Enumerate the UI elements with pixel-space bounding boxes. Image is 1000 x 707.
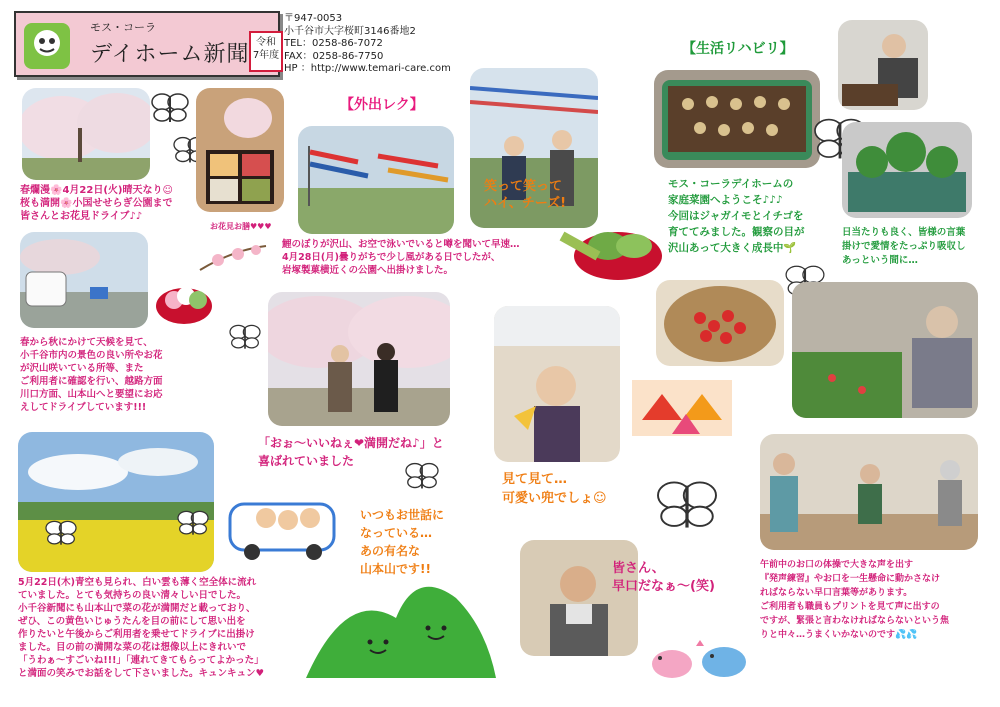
- koinobori-photo: [298, 126, 454, 234]
- tel: TEL：0258-86-7072: [284, 38, 383, 49]
- sakura-branch-icon: [198, 240, 268, 284]
- yamamoto-text: いつもお世話に なっている… あの有名な 山本山です!!: [360, 508, 445, 576]
- page-title: デイホーム新聞: [90, 42, 250, 67]
- origami-kabuto-icon: [632, 380, 732, 440]
- van-passengers-icon: [226, 494, 338, 568]
- strawberry-picking-photo: [792, 282, 978, 418]
- potato-planter-photo: [654, 70, 820, 168]
- mankai-photo: [268, 292, 450, 426]
- butterfly-icon: [150, 90, 190, 130]
- cherry-blossom-photo: [22, 88, 150, 180]
- exercise-photo: [760, 434, 978, 550]
- nanohana-text: 5月22日(木)青空も見られ、白い雲も薄く空全体に流れ ていました。とても気持ちの良い清々しい日でした。 小千谷新聞にも山本山で菜の花が満開だと載っており、 ぜひ、この黄色いじゅうたんを目の前にして思い出を 作りたいと午後からご利用者を乗せてドライブに出掛け ました。目の前の満開な菜の花は想像以上にきれいで 「うわぁ～すごいね!!!」「連れてきてもらってよかった」 と満面の笑みでお話をして下さいました。キュンキュン♥: [18, 577, 265, 679]
- mountain-icon: [306, 578, 496, 686]
- laugh-bubble: 笑って笑って ハイ、チーズ!: [484, 179, 567, 211]
- butterfly-icon: [654, 476, 720, 538]
- planting-photo: [838, 20, 928, 110]
- masthead: [14, 11, 280, 77]
- hayaguchi-text: 皆さん、 早口だなぁ～(笑): [612, 561, 715, 594]
- strawberry-basket-photo: [656, 280, 784, 366]
- logo-icon: [24, 23, 70, 69]
- rehab-heading: 【生活リハビリ】: [682, 41, 794, 57]
- sakura-text: 春爛漫🌸4月22日(火)晴天なり☺ 桜も満開🌸小国せせらぎ公園まで 皆さんとお花見ドライブ♪♪: [20, 185, 173, 222]
- garden-text: モス・コーラデイホームの 家庭菜園へようこそ♪♪♪ 今回はジャガイモとイチゴを 育ててみました。観察の目が 沢山あって大きく成長中🌱: [668, 178, 805, 254]
- brand-name: モス・コーラ: [90, 21, 156, 34]
- postal: 〒947-0053: [284, 13, 343, 24]
- bento-photo: [196, 88, 284, 212]
- era-line1: 令和: [256, 37, 276, 48]
- kabuto-text: 見て見て… 可愛い兜でしょ☺: [502, 472, 607, 506]
- car-drive-photo: [20, 232, 148, 328]
- kabuto-photo: [494, 306, 620, 462]
- butterfly-icon: [404, 460, 440, 496]
- koinobori-text: 鯉のぼりが沢山、お空で泳いでいると噂を聞いて早速… 4月28日(月)曇りがちで少し風がある日でしたが、 岩塚製菓横近くの公園へ出掛けました。: [282, 239, 520, 276]
- fax: FAX：0258-86-7750: [284, 50, 384, 62]
- era-line2: 7年度: [252, 50, 280, 61]
- hayaguchi-photo: [520, 540, 638, 656]
- drive-text: 春から秋にかけて天候を見て、 小千谷市内の景色の良い所やお花 が沢山咲いている所等、また ご利用者に確認を行い、越路方面 川口方面、山本山へと要望にお応 えしてドライブしています!!!: [20, 337, 163, 413]
- butterfly-icon: [44, 518, 78, 552]
- mankai-text: 「おぉ～いいねぇ❤満開だね♪」と 喜ばれていました: [258, 436, 444, 468]
- bento-caption: お花見お膳♥♥♥: [210, 222, 272, 231]
- homepage: HP ：http://www.temari-care.com: [284, 63, 451, 74]
- potato-sprouts-photo: [842, 122, 972, 218]
- era-badge: [249, 31, 283, 72]
- sun-text: 日当たりも良く、皆様の言葉 掛けで愛情をたっぷり吸収し あっという間に…: [842, 227, 966, 266]
- street: 小千谷市大字桜町3146番地2: [284, 25, 416, 37]
- butterfly-icon: [176, 508, 210, 542]
- kashiwamochi-icon: [558, 212, 662, 288]
- contact-block: [284, 13, 451, 76]
- outing-heading: 【外出レク】: [340, 97, 424, 113]
- exercise-text: 午前中のお口の体操で大きな声を出す 『発声練習』やお口を一生懸命に動かさなけ ればならない早口言葉等があります。 ご利用者も職員もプリントを見て声に出すの ですが、緊張と言わなければならないという焦 りと中々…うまくいかないのです💦💦: [760, 560, 950, 640]
- birds-icon: [646, 636, 754, 688]
